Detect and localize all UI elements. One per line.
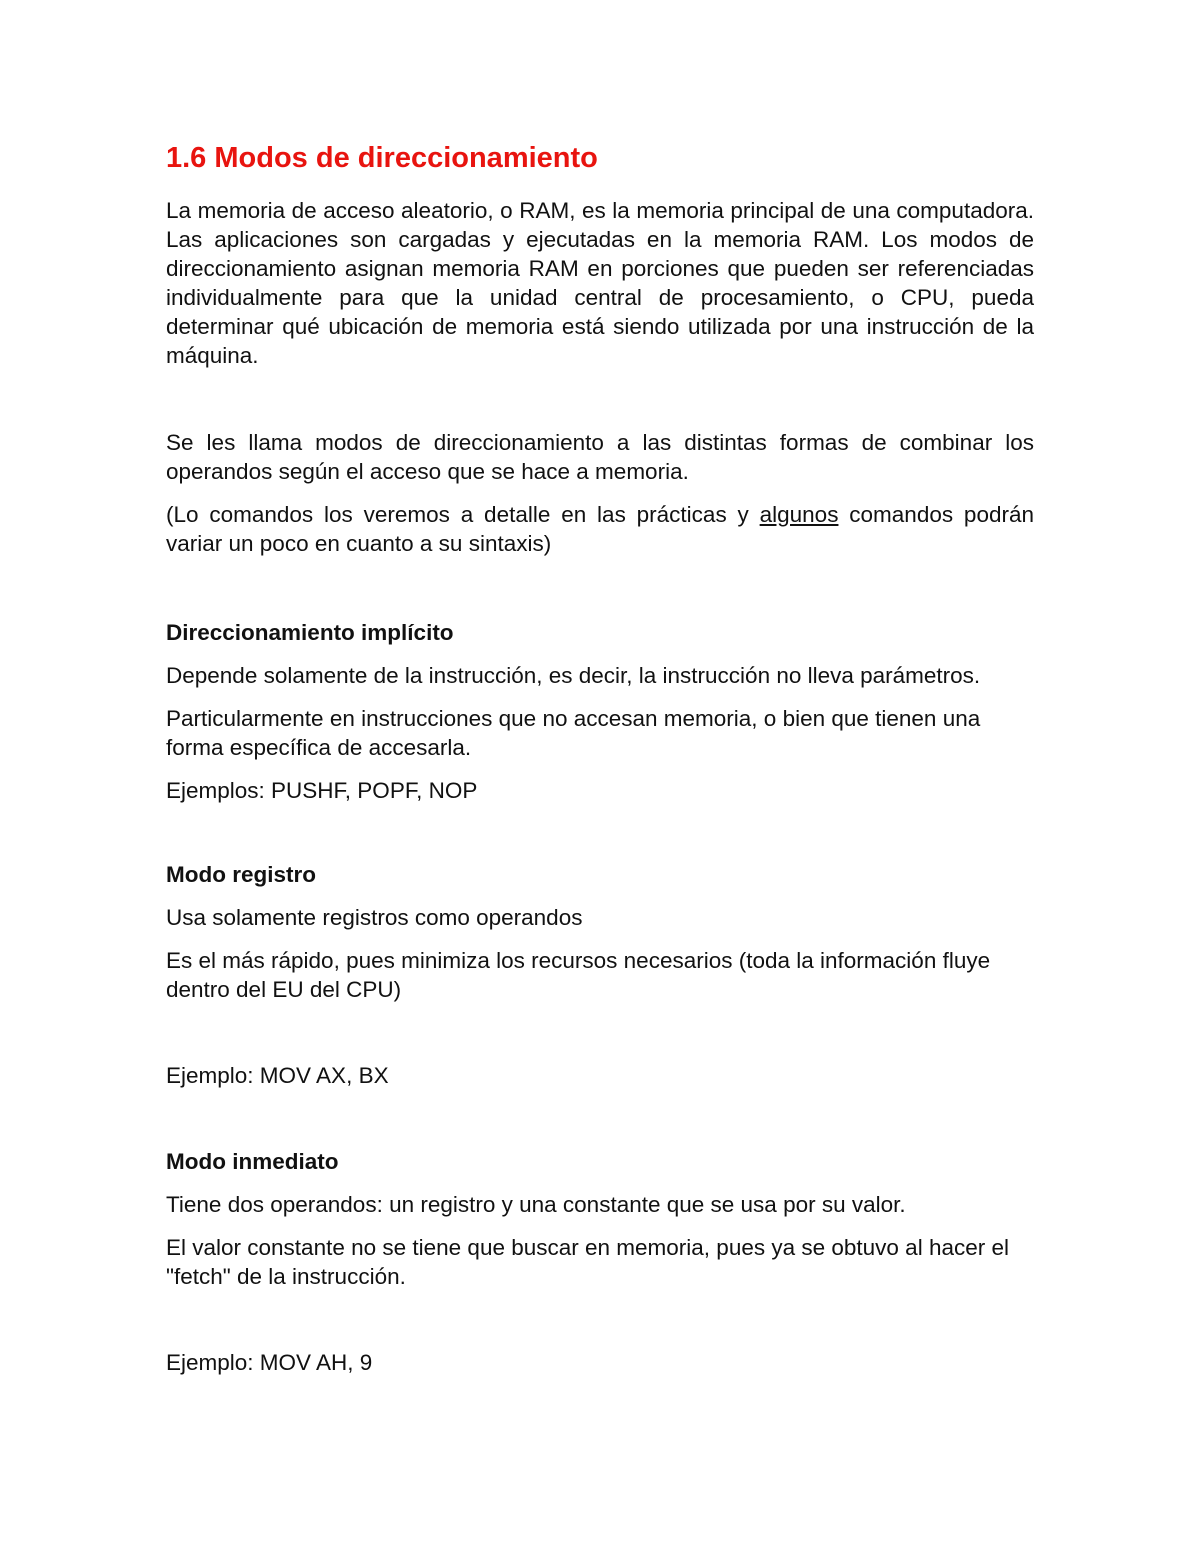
note-underlined-word: algunos — [759, 502, 839, 527]
note-text-start: (Lo comandos los veremos a detalle en las prácticas y — [166, 502, 760, 527]
spacer — [166, 1291, 1034, 1348]
registro-paragraph-2: Es el más rápido, pues minimiza los recursos necesarios (toda la información fluye dentro del EU del CPU) — [166, 948, 991, 1002]
implicito-paragraph-2: Particularmente en instrucciones que no accesan memoria, o bien que tienen una forma específica de accesarla. — [166, 706, 981, 760]
intro-paragraph-ram: La memoria de acceso aleatorio, o RAM, es la memoria principal de una computadora. Las aplicaciones son cargadas y ejecutadas en la memoria RAM. Los modos de direccionamiento asignan memoria RAM en porciones que pueden ser referenciadas individualmente para que la unidad central de procesamiento, o CPU, pueda determinar qué ubicación de memoria está siendo utilizada por una instrucción de la máquina. — [166, 198, 1034, 368]
document-content — [166, 140, 1034, 1377]
section-heading-implicito: Direccionamiento implícito — [166, 620, 454, 645]
spacer — [166, 1090, 1034, 1147]
implicito-paragraph-1: Depende solamente de la instrucción, es decir, la instrucción no lleva parámetros. — [166, 663, 981, 688]
inmediato-example: Ejemplo: MOV AH, 9 — [166, 1350, 373, 1375]
inmediato-paragraph-2: El valor constante no se tiene que buscar en memoria, pues ya se obtuvo al hacer el "fetch" de la instrucción. — [166, 1235, 1009, 1289]
spacer — [166, 805, 1034, 860]
page-title: 1.6 Modos de direccionamiento — [166, 142, 598, 174]
intro-paragraph-modes: Se les llama modos de direccionamiento a las distintas formas de combinar los operandos según el acceso que se hace a memoria. — [166, 430, 1034, 484]
intro-paragraph-note — [166, 500, 1034, 558]
section-heading-inmediato: Modo inmediato — [166, 1149, 339, 1174]
spacer — [166, 558, 1034, 618]
inmediato-paragraph-1: Tiene dos operandos: un registro y una constante que se usa por su valor. — [166, 1192, 906, 1217]
spacer — [166, 1004, 1034, 1061]
note-text-end: comandos podrán variar un poco en cuanto a su sintaxis) — [166, 502, 1034, 556]
implicito-example: Ejemplos: PUSHF, POPF, NOP — [166, 778, 478, 803]
registro-example: Ejemplo: MOV AX, BX — [166, 1063, 389, 1088]
spacer — [166, 370, 1034, 428]
section-heading-registro: Modo registro — [166, 862, 316, 887]
registro-paragraph-1: Usa solamente registros como operandos — [166, 905, 583, 930]
